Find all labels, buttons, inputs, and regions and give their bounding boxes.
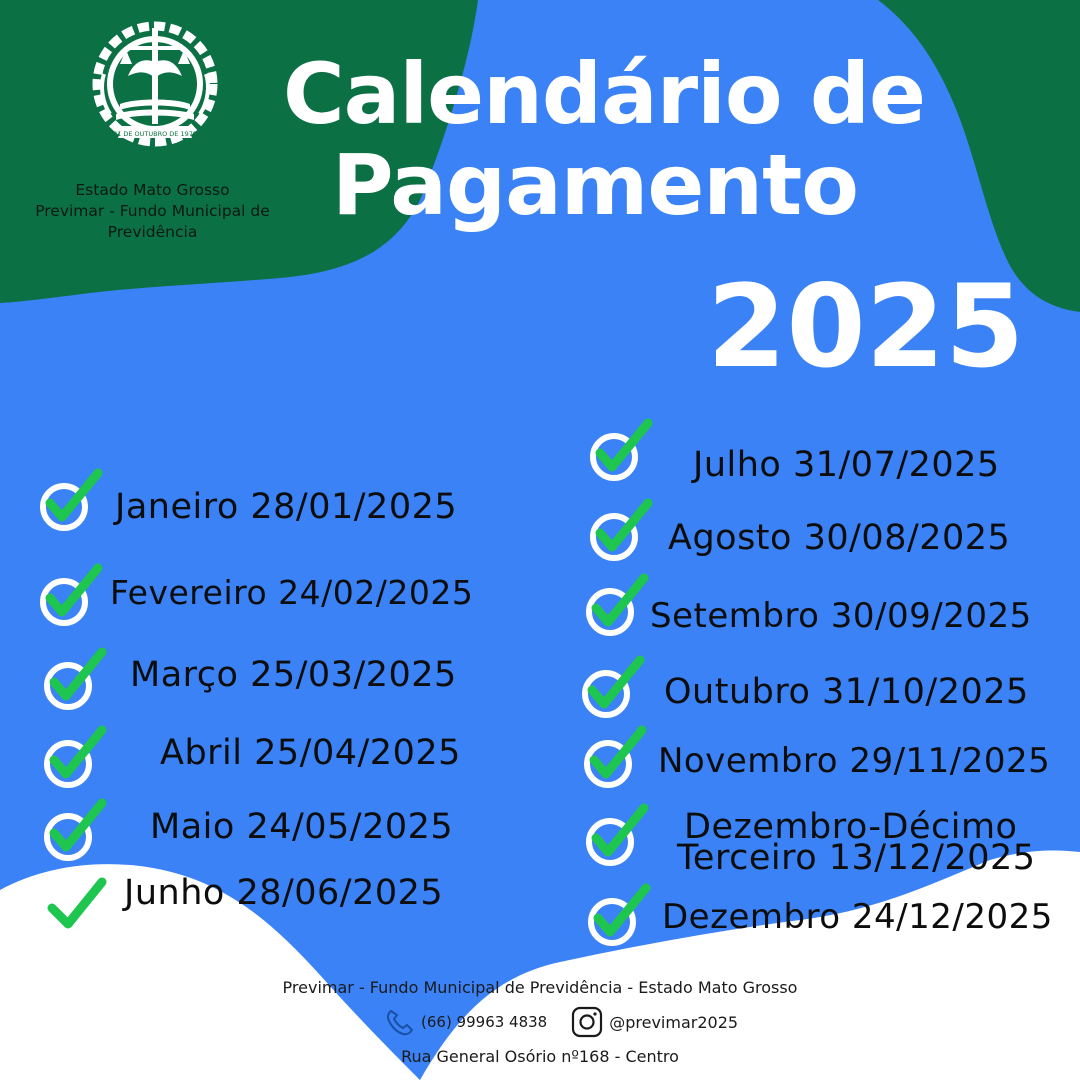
month-label: Agosto [668,518,792,558]
footer-org-line: Previmar - Fundo Municipal de Previdência - Estado Mato Grosso [282,978,798,997]
seal-text: 31 DE OUTUBRO DE 1979 [113,130,197,138]
date-label: 25/03/2025 [250,655,457,695]
date-label: 29/11/2025 [849,741,1051,781]
footer-address: Rua General Osório nº168 - Centro [401,1047,679,1066]
month-label: Fevereiro [110,573,268,612]
payment-row-julho [693,445,1000,485]
check-icon [584,495,656,567]
phone-number[interactable]: (66) 99963 4838 [421,1013,548,1031]
date-label: 30/09/2025 [830,596,1032,636]
org-fund-line2: Previdência [107,223,198,241]
footer-contact [385,1008,738,1036]
month-label: Junho [124,873,225,913]
payment-row-agosto [668,518,1011,558]
payment-row-janeiro [115,487,458,527]
payment-row-outubro [664,672,1029,712]
org-block [10,180,295,243]
date-label: 31/10/2025 [822,672,1029,712]
org-fund-line1: Previmar - Fundo Municipal de [35,202,270,220]
check-icon [34,465,106,537]
check-icon [580,800,652,872]
month-label: Novembro [658,741,839,781]
date-label: 31/07/2025 [792,445,1000,485]
check-icon [578,722,650,794]
payment-row-dezembro [662,897,1053,937]
title-line1: Calendário de [283,45,925,143]
date-label: 25/04/2025 [254,733,461,773]
month-label-2: Terceiro [677,838,818,878]
date-label: 24/12/2025 [851,897,1053,937]
month-label: Julho [693,445,782,485]
check-icon [576,652,648,724]
payment-row-junho [124,873,444,913]
date-label: 24/02/2025 [278,573,474,612]
month-label: Setembro [650,596,820,636]
check-icon [38,795,110,867]
month-label: Março [130,655,239,695]
date-label: 30/08/2025 [803,518,1011,558]
month-label: Outubro [664,672,811,712]
payment-row-novembro [658,741,1051,781]
seal-emblem-icon [80,6,230,158]
check-icon [582,880,654,952]
check-icon [34,560,106,632]
payment-row-abril [160,733,461,773]
instagram-handle[interactable]: @previmar2025 [609,1012,739,1032]
date-label: 24/05/2025 [246,807,454,847]
instagram-icon [571,1006,603,1038]
date-label: 28/06/2025 [236,873,444,913]
date-label: 28/01/2025 [250,487,458,527]
payment-row-fevereiro [110,573,474,612]
check-icon [40,868,112,940]
check-icon [580,570,652,642]
month-label: Janeiro [115,487,239,527]
month-label: Abril [160,733,243,773]
check-icon [38,644,110,716]
payment-row-maio [150,807,454,847]
title-line2: Pagamento [332,136,858,234]
payment-row-marco [130,655,457,695]
month-label: Dezembro [662,897,841,937]
date-label: 13/12/2025 [828,838,1036,878]
title-year: 2025 [707,260,1025,393]
payment-row-setembro [650,596,1032,636]
phone-icon [385,1008,415,1036]
org-state: Estado Mato Grosso [75,181,230,199]
check-icon [584,415,656,487]
payment-row-dezembro-decimo-line2 [677,838,1036,878]
month-label: Maio [150,807,235,847]
month-label: Dezembro-Décimo [684,807,1018,847]
check-icon [38,722,110,794]
